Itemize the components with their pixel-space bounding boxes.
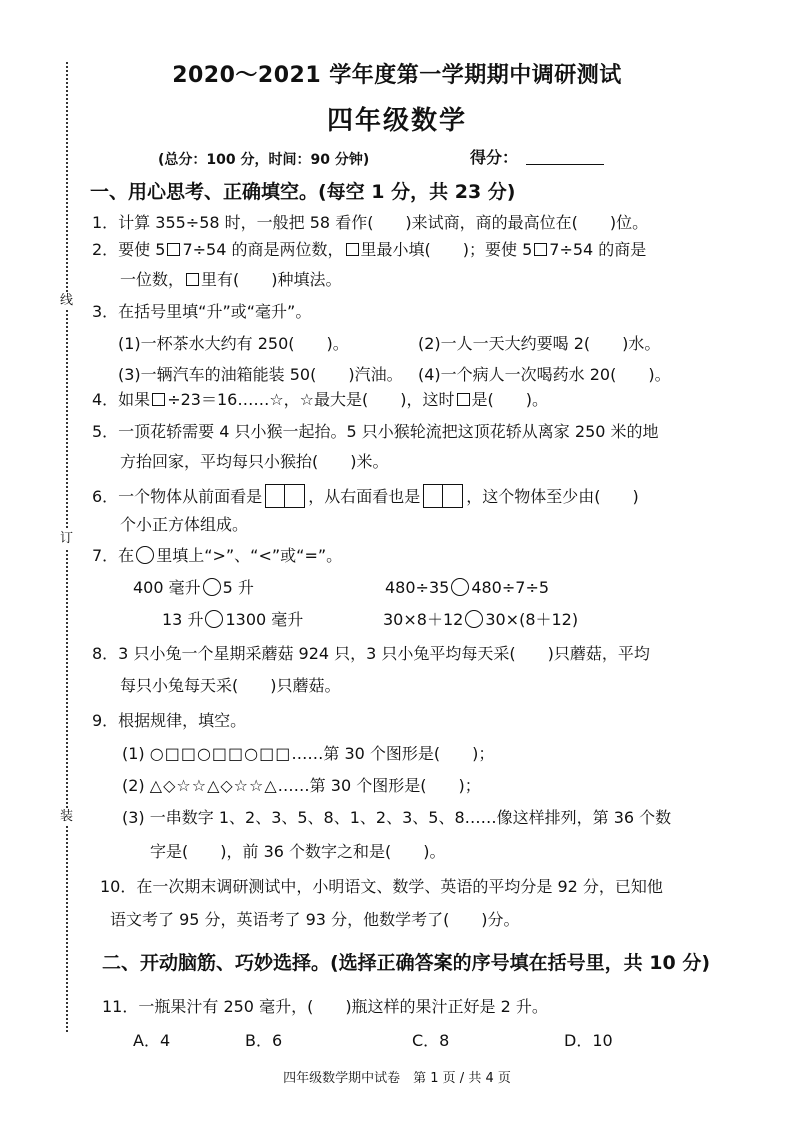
- exam-subject: 四年级数学: [326, 106, 467, 136]
- shape-pattern-2: △◇☆☆△◇☆☆△: [149, 776, 278, 795]
- question-2-line-1: 2．要使 5 7÷54 的商是两位数， 里最小填( )；要使 5 7÷54 的商是: [92, 240, 647, 259]
- question-11-option-c: C．8: [412, 1031, 450, 1050]
- question-7-item-a: 400 毫升 5 升: [133, 578, 254, 597]
- square-icon: [457, 393, 470, 406]
- square-icon: [346, 243, 359, 256]
- question-9-item-3-line-2: 字是( )，前 36 个数字之和是( )。: [150, 842, 446, 861]
- score-field[interactable]: [470, 148, 604, 168]
- question-7-item-d: 30×8＋12 30×(8＋12): [383, 610, 579, 629]
- question-10-line-1: 10．在一次期末调研测试中，小明语文、数学、英语的平均分是 92 分，已知他: [100, 877, 663, 896]
- square-icon: [186, 273, 199, 286]
- square-icon: [167, 243, 180, 256]
- question-4: 4．如果 ÷23＝16……☆，☆最大是( )，这时 是( )。: [92, 390, 548, 409]
- question-6-line-2: 个小正方体组成。: [120, 515, 249, 534]
- circle-icon: [136, 546, 154, 564]
- question-3-item-3: (3)一辆汽车的油箱能装 50( )汽油。: [118, 365, 403, 384]
- question-3-item-4: (4)一个病人一次喝药水 20( )。: [418, 365, 671, 384]
- question-3-item-1: (1)一杯茶水大约有 250( )。: [118, 334, 349, 353]
- two-cube-view-icon: [423, 484, 463, 508]
- exam-info: (总分：100 分，时间：90 分钟): [158, 152, 370, 168]
- question-7-item-b: 480÷35 480÷7÷5: [385, 578, 550, 597]
- binding-label-zhuang: 装: [60, 809, 74, 824]
- question-9: 9．根据规律，填空。: [92, 711, 247, 730]
- question-1: 1．计算 355÷58 时，一般把 58 看作( )来试商，商的最高位在( )位。: [92, 213, 649, 232]
- section-1-heading: 一、用心思考、正确填空。(每空 1 分，共 23 分): [90, 181, 516, 203]
- page-footer: 四年级数学期中试卷 第 1 页 / 共 4 页: [283, 1071, 511, 1086]
- circle-icon: [205, 610, 223, 628]
- binding-label-ding: 订: [60, 531, 74, 546]
- two-cube-view-icon: [265, 484, 305, 508]
- question-11-option-b: B．6: [245, 1031, 283, 1050]
- score-label: 得分：: [470, 148, 519, 167]
- question-9-item-3-line-1: (3) 一串数字 1、2、3、5、8、1、2、3、5、8……像这样排列，第 36 个数: [122, 808, 672, 827]
- question-11: 11．一瓶果汁有 250 毫升，( )瓶这样的果汁正好是 2 升。: [102, 997, 548, 1016]
- question-9-item-1: (1) ○□□○□□○□□……第 30 个图形是( )；: [122, 744, 495, 763]
- square-icon: [534, 243, 547, 256]
- question-11-option-a: A．4: [133, 1031, 171, 1050]
- square-icon: [152, 393, 165, 406]
- question-3: 3．在括号里填“升”或“毫升”。: [92, 302, 312, 321]
- exam-title: 2020～2021 学年度第一学期期中调研测试: [172, 63, 622, 88]
- question-9-item-2: (2) △◇☆☆△◇☆☆△……第 30 个图形是( )；: [122, 776, 481, 795]
- question-7-item-c: 13 升 1300 毫升: [162, 610, 304, 629]
- question-6-line-1: 6．一个物体从前面看是 ，从右面看也是 ，这个物体至少由( ): [92, 484, 639, 508]
- question-11-option-d: D．10: [564, 1031, 613, 1050]
- section-2-heading: 二、开动脑筋、巧妙选择。(选择正确答案的序号填在括号里，共 10 分): [102, 952, 711, 974]
- question-10-line-2: 语文考了 95 分，英语考了 93 分，他数学考了( )分。: [110, 910, 520, 929]
- question-7: 7．在 里填上“>”、“<”或“=”。: [92, 546, 343, 565]
- shape-pattern-1: ○□□○□□○□□: [149, 744, 292, 763]
- question-8-line-2: 每只小兔每天采( )只蘑菇。: [120, 676, 341, 695]
- score-blank[interactable]: [526, 148, 604, 165]
- circle-icon: [203, 578, 221, 596]
- question-3-item-2: (2)一人一天大约要喝 2( )水。: [418, 334, 661, 353]
- question-2-line-2: 一位数， 里有( )种填法。: [120, 270, 342, 289]
- binding-label-xian: 线: [60, 293, 74, 308]
- circle-icon: [451, 578, 469, 596]
- question-8-line-1: 8．3 只小兔一个星期采蘑菇 924 只，3 只小兔平均每天采( )只蘑菇，平均: [92, 644, 650, 663]
- question-5-line-2: 方抬回家，平均每只小猴抬( )米。: [120, 452, 389, 471]
- question-5-line-1: 5．一顶花轿需要 4 只小猴一起抬。5 只小猴轮流把这顶花轿从离家 250 米的地: [92, 422, 659, 441]
- circle-icon: [465, 610, 483, 628]
